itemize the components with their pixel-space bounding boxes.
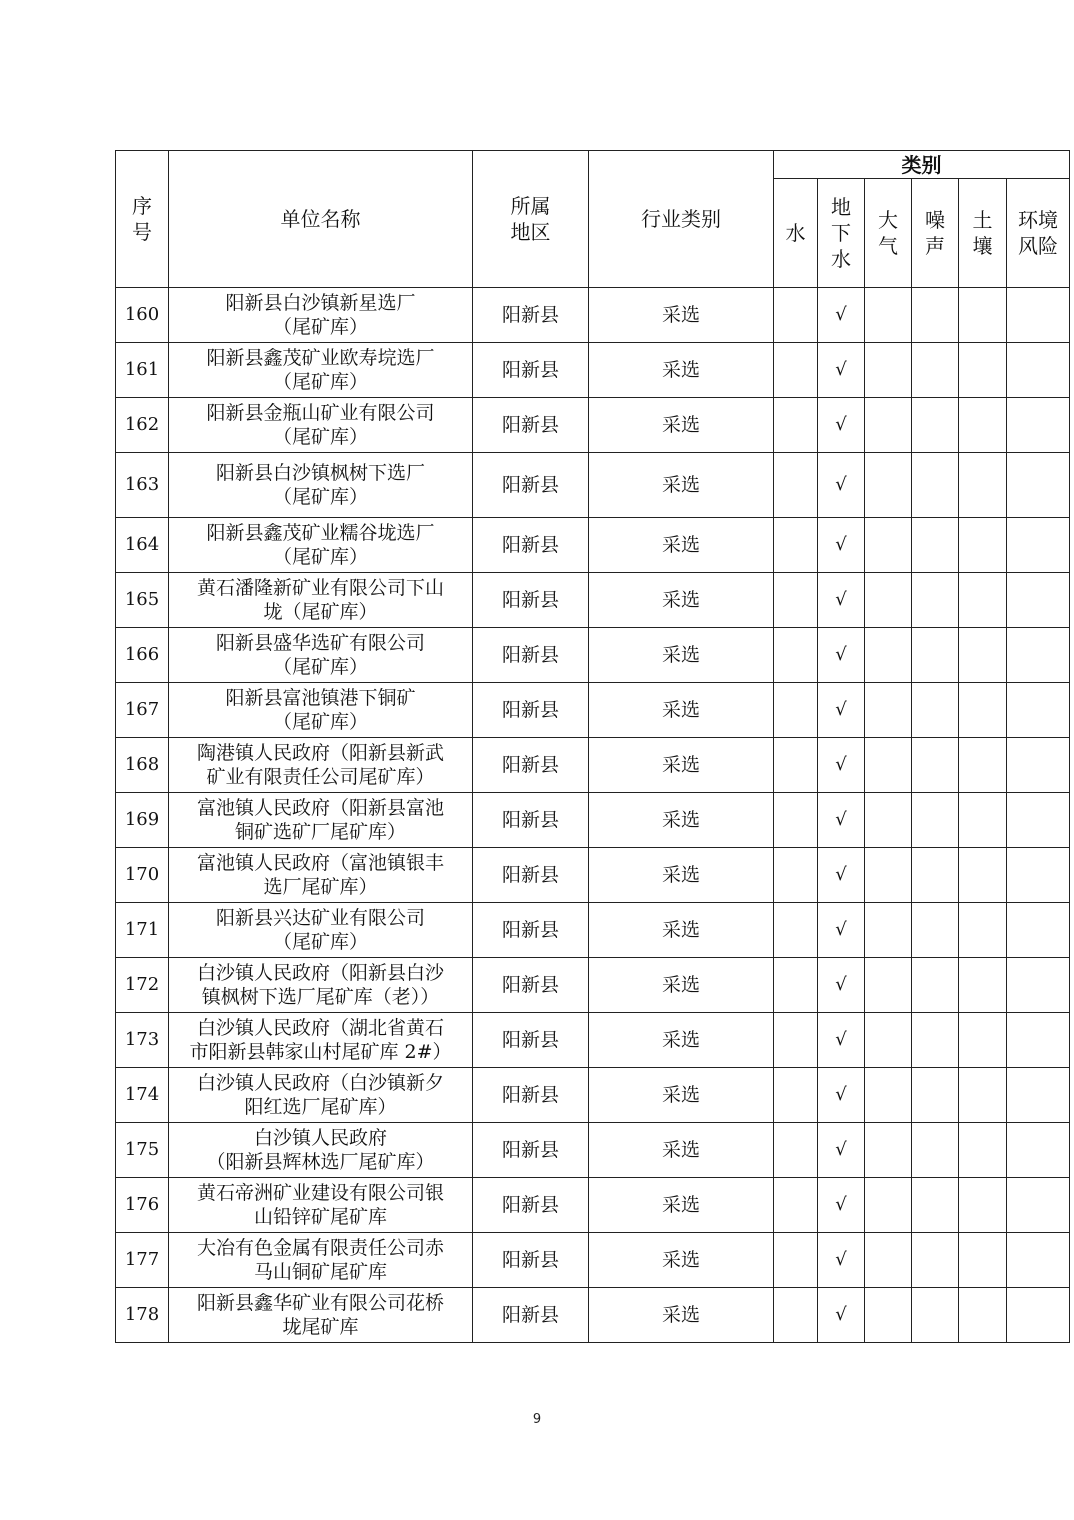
category-soil-cell <box>959 958 1007 1013</box>
cell-seq-number: 172 <box>116 958 169 1013</box>
category-groundwater-cell <box>818 573 865 628</box>
cell-region: 阳新县 <box>473 398 589 453</box>
category-air-cell <box>865 1178 912 1233</box>
category-env-risk-cell <box>1007 738 1070 793</box>
cell-unit-name: 白沙镇人民政府（阳新县白沙 镇枫树下选厂尾矿库（老）） <box>169 958 473 1013</box>
category-groundwater-cell <box>818 1233 865 1288</box>
cell-industry: 采选 <box>589 453 774 518</box>
check-mark-icon: √ <box>835 1084 847 1105</box>
table-row <box>116 1123 1070 1178</box>
cell-unit-name: 阳新县鑫茂矿业糯谷垅选厂 （尾矿库） <box>169 518 473 573</box>
category-soil-cell <box>959 573 1007 628</box>
check-mark-icon: √ <box>835 1029 847 1050</box>
cell-region: 阳新县 <box>473 288 589 343</box>
category-env-risk-cell <box>1007 1013 1070 1068</box>
cell-region: 阳新县 <box>473 738 589 793</box>
category-env-risk-cell <box>1007 343 1070 398</box>
cell-seq-number: 161 <box>116 343 169 398</box>
category-soil-cell <box>959 738 1007 793</box>
category-water-cell <box>774 1178 818 1233</box>
cell-seq-number: 162 <box>116 398 169 453</box>
category-noise-cell <box>912 1123 959 1178</box>
cell-industry: 采选 <box>589 738 774 793</box>
category-env-risk-cell <box>1007 1123 1070 1178</box>
check-mark-icon: √ <box>835 359 847 380</box>
check-mark-icon: √ <box>835 974 847 995</box>
cell-industry: 采选 <box>589 288 774 343</box>
cell-unit-name: 阳新县白沙镇新星选厂 （尾矿库） <box>169 288 473 343</box>
category-env-risk-cell <box>1007 628 1070 683</box>
category-soil-cell <box>959 1013 1007 1068</box>
category-noise-cell <box>912 518 959 573</box>
category-noise-cell <box>912 1013 959 1068</box>
category-noise-cell <box>912 848 959 903</box>
category-noise-cell <box>912 288 959 343</box>
category-groundwater: 地 下 水 <box>818 179 865 288</box>
category-noise-cell <box>912 1068 959 1123</box>
table-row <box>116 398 1070 453</box>
table-row <box>116 1178 1070 1233</box>
category-water-cell <box>774 288 818 343</box>
table-row <box>116 958 1070 1013</box>
category-air-cell <box>865 793 912 848</box>
cell-seq-number: 164 <box>116 518 169 573</box>
cell-seq-number: 160 <box>116 288 169 343</box>
category-air-cell <box>865 398 912 453</box>
category-groundwater-cell <box>818 1068 865 1123</box>
check-mark-icon: √ <box>835 304 847 325</box>
category-air-cell <box>865 1288 912 1343</box>
category-env-risk-cell <box>1007 453 1070 518</box>
category-air-cell <box>865 518 912 573</box>
table-row <box>116 683 1070 738</box>
page-number: 9 <box>532 1412 542 1427</box>
cell-industry: 采选 <box>589 398 774 453</box>
table-row <box>116 903 1070 958</box>
category-air-cell <box>865 1123 912 1178</box>
cell-unit-name: 阳新县金瓶山矿业有限公司 （尾矿库） <box>169 398 473 453</box>
cell-seq-number: 173 <box>116 1013 169 1068</box>
cell-seq-number: 168 <box>116 738 169 793</box>
cell-region: 阳新县 <box>473 1178 589 1233</box>
cell-region: 阳新县 <box>473 518 589 573</box>
category-groundwater-cell <box>818 453 865 518</box>
category-groundwater-cell <box>818 1178 865 1233</box>
category-soil: 土 壤 <box>959 179 1007 288</box>
cell-seq-number: 171 <box>116 903 169 958</box>
cell-region: 阳新县 <box>473 1013 589 1068</box>
category-groundwater-cell <box>818 1123 865 1178</box>
category-water-cell <box>774 738 818 793</box>
cell-region: 阳新县 <box>473 958 589 1013</box>
category-noise-cell <box>912 1178 959 1233</box>
check-mark-icon: √ <box>835 474 847 495</box>
cell-industry: 采选 <box>589 628 774 683</box>
category-env-risk-cell <box>1007 683 1070 738</box>
category-env-risk-cell <box>1007 1178 1070 1233</box>
category-noise-cell <box>912 683 959 738</box>
header-region: 所属 地区 <box>473 151 589 288</box>
category-air-cell <box>865 1068 912 1123</box>
cell-seq-number: 176 <box>116 1178 169 1233</box>
cell-industry: 采选 <box>589 958 774 1013</box>
check-mark-icon: √ <box>835 699 847 720</box>
category-noise-cell <box>912 1288 959 1343</box>
category-env-risk-cell <box>1007 518 1070 573</box>
category-air-cell <box>865 288 912 343</box>
cell-industry: 采选 <box>589 1068 774 1123</box>
cell-region: 阳新县 <box>473 1288 589 1343</box>
cell-industry: 采选 <box>589 683 774 738</box>
cell-industry: 采选 <box>589 1013 774 1068</box>
cell-industry: 采选 <box>589 518 774 573</box>
category-soil-cell <box>959 453 1007 518</box>
category-noise-cell <box>912 1233 959 1288</box>
category-water-cell <box>774 628 818 683</box>
category-water-cell <box>774 343 818 398</box>
category-soil-cell <box>959 793 1007 848</box>
cell-region: 阳新县 <box>473 1123 589 1178</box>
cell-region: 阳新县 <box>473 628 589 683</box>
check-mark-icon: √ <box>835 919 847 940</box>
category-env-risk-cell <box>1007 288 1070 343</box>
cell-unit-name: 黄石潘隆新矿业有限公司下山 垅（尾矿库） <box>169 573 473 628</box>
table-row <box>116 628 1070 683</box>
cell-industry: 采选 <box>589 1178 774 1233</box>
category-air-cell <box>865 738 912 793</box>
category-air-cell <box>865 903 912 958</box>
category-air-cell <box>865 628 912 683</box>
check-mark-icon: √ <box>835 589 847 610</box>
cell-seq-number: 165 <box>116 573 169 628</box>
category-water-cell <box>774 398 818 453</box>
cell-unit-name: 白沙镇人民政府 （阳新县辉林选厂尾矿库） <box>169 1123 473 1178</box>
cell-region: 阳新县 <box>473 343 589 398</box>
check-mark-icon: √ <box>835 1194 847 1215</box>
cell-unit-name: 大冶有色金属有限责任公司赤 马山铜矿尾矿库 <box>169 1233 473 1288</box>
category-air-cell <box>865 453 912 518</box>
cell-unit-name: 陶港镇人民政府（阳新县新武 矿业有限责任公司尾矿库） <box>169 738 473 793</box>
category-groundwater-cell <box>818 793 865 848</box>
category-groundwater-cell <box>818 903 865 958</box>
category-water-cell <box>774 683 818 738</box>
category-soil-cell <box>959 518 1007 573</box>
category-env-risk-cell <box>1007 1233 1070 1288</box>
table-row <box>116 793 1070 848</box>
check-mark-icon: √ <box>835 534 847 555</box>
category-groundwater-cell <box>818 518 865 573</box>
cell-unit-name: 阳新县鑫茂矿业欧寿垸选厂 （尾矿库） <box>169 343 473 398</box>
category-env-risk-cell <box>1007 398 1070 453</box>
category-air: 大 气 <box>865 179 912 288</box>
check-mark-icon: √ <box>835 754 847 775</box>
category-water-cell <box>774 573 818 628</box>
category-air-cell <box>865 1233 912 1288</box>
category-env-risk-cell <box>1007 1068 1070 1123</box>
cell-unit-name: 黄石帝洲矿业建设有限公司银 山铅锌矿尾矿库 <box>169 1178 473 1233</box>
category-groundwater-cell <box>818 848 865 903</box>
cell-region: 阳新县 <box>473 848 589 903</box>
category-groundwater-cell <box>818 683 865 738</box>
cell-unit-name: 阳新县盛华选矿有限公司 （尾矿库） <box>169 628 473 683</box>
check-mark-icon: √ <box>835 1139 847 1160</box>
category-soil-cell <box>959 343 1007 398</box>
header-unit-name: 单位名称 <box>169 151 473 288</box>
category-water-cell <box>774 1123 818 1178</box>
category-env-risk-cell <box>1007 793 1070 848</box>
cell-seq-number: 167 <box>116 683 169 738</box>
table-row <box>116 738 1070 793</box>
category-air-cell <box>865 683 912 738</box>
category-soil-cell <box>959 683 1007 738</box>
category-air-cell <box>865 1013 912 1068</box>
cell-region: 阳新县 <box>473 573 589 628</box>
cell-unit-name: 白沙镇人民政府（湖北省黄石 市阳新县韩家山村尾矿库 2#） <box>169 1013 473 1068</box>
table-row <box>116 1013 1070 1068</box>
category-soil-cell <box>959 1288 1007 1343</box>
table-row <box>116 1233 1070 1288</box>
cell-region: 阳新县 <box>473 683 589 738</box>
category-water-cell <box>774 453 818 518</box>
category-water-cell <box>774 1288 818 1343</box>
check-mark-icon: √ <box>835 644 847 665</box>
category-noise-cell <box>912 573 959 628</box>
table-row <box>116 288 1070 343</box>
cell-region: 阳新县 <box>473 1068 589 1123</box>
category-water-cell <box>774 1068 818 1123</box>
category-soil-cell <box>959 288 1007 343</box>
category-noise-cell <box>912 343 959 398</box>
category-noise-cell <box>912 628 959 683</box>
cell-industry: 采选 <box>589 793 774 848</box>
cell-seq-number: 166 <box>116 628 169 683</box>
check-mark-icon: √ <box>835 1249 847 1270</box>
cell-region: 阳新县 <box>473 453 589 518</box>
category-env-risk-cell <box>1007 958 1070 1013</box>
category-env-risk-cell <box>1007 573 1070 628</box>
category-air-cell <box>865 573 912 628</box>
check-mark-icon: √ <box>835 864 847 885</box>
category-air-cell <box>865 343 912 398</box>
cell-unit-name: 白沙镇人民政府（白沙镇新夕 阳红选厂尾矿库） <box>169 1068 473 1123</box>
category-env-risk-cell <box>1007 848 1070 903</box>
category-noise-cell <box>912 453 959 518</box>
category-soil-cell <box>959 903 1007 958</box>
category-water-cell <box>774 793 818 848</box>
category-soil-cell <box>959 1123 1007 1178</box>
cell-seq-number: 169 <box>116 793 169 848</box>
cell-region: 阳新县 <box>473 1233 589 1288</box>
check-mark-icon: √ <box>835 809 847 830</box>
category-soil-cell <box>959 1068 1007 1123</box>
table-row <box>116 453 1070 518</box>
category-noise-cell <box>912 958 959 1013</box>
category-soil-cell <box>959 848 1007 903</box>
cell-seq-number: 174 <box>116 1068 169 1123</box>
category-env-risk-cell <box>1007 903 1070 958</box>
category-noise-cell <box>912 793 959 848</box>
category-env-risk-cell <box>1007 1288 1070 1343</box>
table-row <box>116 573 1070 628</box>
pollution-source-table <box>115 150 1070 1343</box>
category-water-cell <box>774 1233 818 1288</box>
check-mark-icon: √ <box>835 414 847 435</box>
cell-unit-name: 富池镇人民政府（阳新县富池 铜矿选矿厂尾矿库） <box>169 793 473 848</box>
cell-unit-name: 阳新县富池镇港下铜矿 （尾矿库） <box>169 683 473 738</box>
category-groundwater-cell <box>818 628 865 683</box>
table-row <box>116 1288 1070 1343</box>
cell-seq-number: 178 <box>116 1288 169 1343</box>
cell-unit-name: 阳新县鑫华矿业有限公司花桥 垅尾矿库 <box>169 1288 473 1343</box>
category-air-cell <box>865 958 912 1013</box>
category-groundwater-cell <box>818 1288 865 1343</box>
header-category-title: 类别 <box>774 151 1070 179</box>
category-air-cell <box>865 848 912 903</box>
cell-region: 阳新县 <box>473 903 589 958</box>
cell-industry: 采选 <box>589 343 774 398</box>
category-water: 水 <box>774 179 818 288</box>
cell-industry: 采选 <box>589 573 774 628</box>
cell-unit-name: 阳新县兴达矿业有限公司 （尾矿库） <box>169 903 473 958</box>
category-water-cell <box>774 848 818 903</box>
category-water-cell <box>774 518 818 573</box>
category-noise-cell <box>912 398 959 453</box>
cell-industry: 采选 <box>589 903 774 958</box>
category-groundwater-cell <box>818 738 865 793</box>
cell-industry: 采选 <box>589 1233 774 1288</box>
cell-industry: 采选 <box>589 848 774 903</box>
category-groundwater-cell <box>818 398 865 453</box>
header-seq: 序 号 <box>116 151 169 288</box>
category-soil-cell <box>959 398 1007 453</box>
category-noise-cell <box>912 738 959 793</box>
cell-seq-number: 175 <box>116 1123 169 1178</box>
category-soil-cell <box>959 1178 1007 1233</box>
header-industry: 行业类别 <box>589 151 774 288</box>
cell-unit-name: 阳新县白沙镇枫树下选厂 （尾矿库） <box>169 453 473 518</box>
cell-unit-name: 富池镇人民政府（富池镇银丰 选厂尾矿库） <box>169 848 473 903</box>
cell-seq-number: 177 <box>116 1233 169 1288</box>
cell-seq-number: 170 <box>116 848 169 903</box>
cell-industry: 采选 <box>589 1288 774 1343</box>
table-row <box>116 1068 1070 1123</box>
category-water-cell <box>774 1013 818 1068</box>
category-soil-cell <box>959 628 1007 683</box>
cell-seq-number: 163 <box>116 453 169 518</box>
category-groundwater-cell <box>818 958 865 1013</box>
category-water-cell <box>774 958 818 1013</box>
category-noise: 噪 声 <box>912 179 959 288</box>
category-soil-cell <box>959 1233 1007 1288</box>
cell-region: 阳新县 <box>473 793 589 848</box>
category-noise-cell <box>912 903 959 958</box>
category-groundwater-cell <box>818 1013 865 1068</box>
category-groundwater-cell <box>818 288 865 343</box>
category-env-risk: 环境 风险 <box>1007 179 1070 288</box>
table-row <box>116 518 1070 573</box>
table-row <box>116 848 1070 903</box>
table-row <box>116 343 1070 398</box>
category-groundwater-cell <box>818 343 865 398</box>
cell-industry: 采选 <box>589 1123 774 1178</box>
category-water-cell <box>774 903 818 958</box>
check-mark-icon: √ <box>835 1304 847 1325</box>
